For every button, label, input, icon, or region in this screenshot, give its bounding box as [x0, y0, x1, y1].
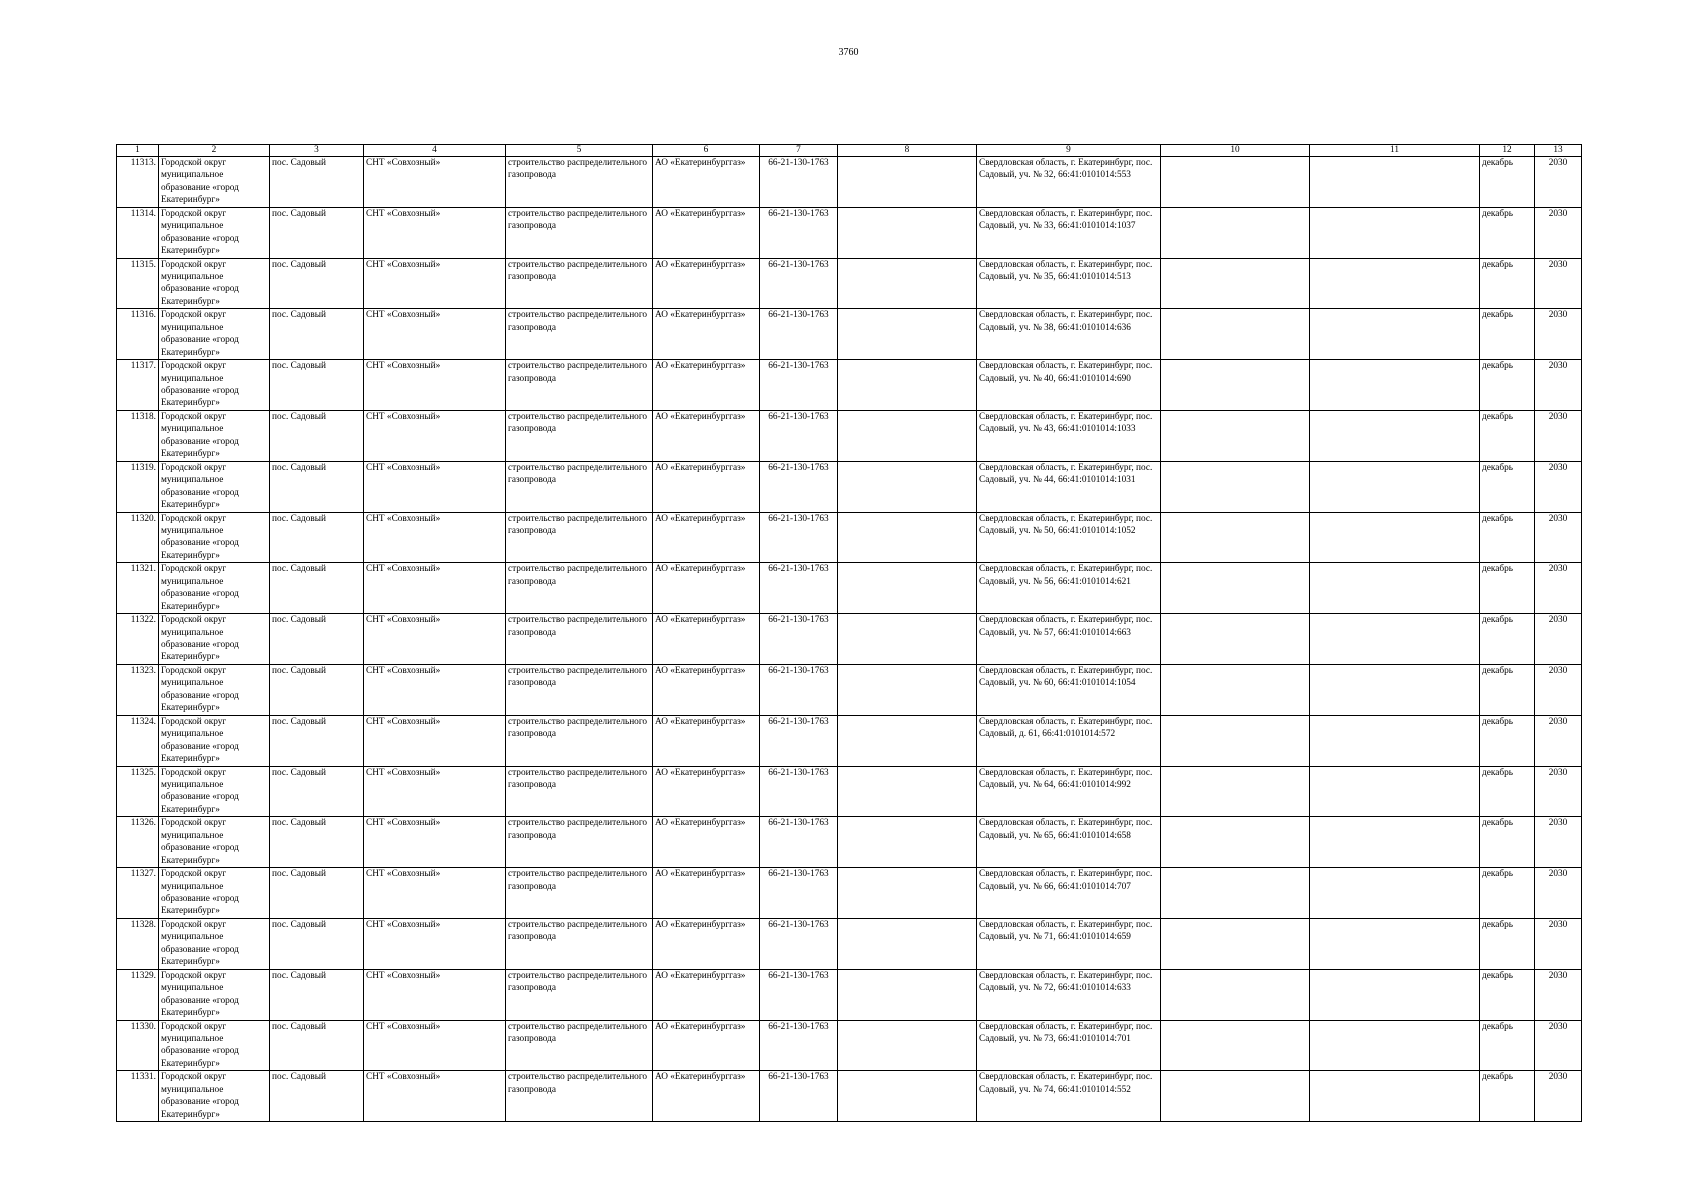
- address-cell: Свердловская область, г. Екатеринбург, пос. Садовый, уч. № 72, 66:41:0101014:633: [977, 969, 1161, 1020]
- table-row: [117, 410, 1582, 461]
- address-cell: Свердловская область, г. Екатеринбург, пос. Садовый, уч. № 74, 66:41:0101014:552: [977, 1071, 1161, 1122]
- year-cell: 2030: [1535, 1071, 1582, 1122]
- table-row: [117, 614, 1582, 665]
- object-cell: СНТ «Совхозный»: [364, 360, 506, 411]
- column-header-6: 6: [653, 145, 760, 157]
- column-8-cell: [838, 207, 977, 258]
- code-cell: 66-21-130-1763: [760, 207, 838, 258]
- municipality-cell: Городской округ муниципальное образование «город Екатеринбург»: [159, 715, 270, 766]
- address-cell: Свердловская область, г. Екатеринбург, пос. Садовый, уч. № 32, 66:41:0101014:553: [977, 157, 1161, 208]
- row-number-cell: 11330.: [117, 1020, 159, 1071]
- row-number-cell: 11331.: [117, 1071, 159, 1122]
- column-11-cell: [1310, 512, 1480, 563]
- code-cell: 66-21-130-1763: [760, 360, 838, 411]
- column-8-cell: [838, 817, 977, 868]
- object-cell: СНТ «Совхозный»: [364, 1020, 506, 1071]
- organization-cell: АО «Екатеринбурггаз»: [653, 1071, 760, 1122]
- column-10-cell: [1161, 258, 1310, 309]
- column-11-cell: [1310, 614, 1480, 665]
- table-row: [117, 309, 1582, 360]
- table-header: [117, 145, 1582, 157]
- column-8-cell: [838, 461, 977, 512]
- object-cell: СНТ «Совхозный»: [364, 309, 506, 360]
- column-11-cell: [1310, 563, 1480, 614]
- column-header-2: 2: [159, 145, 270, 157]
- month-cell: декабрь: [1480, 918, 1535, 969]
- column-11-cell: [1310, 1071, 1480, 1122]
- column-8-cell: [838, 157, 977, 208]
- organization-cell: АО «Екатеринбурггаз»: [653, 664, 760, 715]
- column-header-10: 10: [1161, 145, 1310, 157]
- year-cell: 2030: [1535, 614, 1582, 665]
- work-type-cell: строительство распределительного газопровода: [506, 664, 653, 715]
- code-cell: 66-21-130-1763: [760, 614, 838, 665]
- column-header-8: 8: [838, 145, 977, 157]
- column-header-4: 4: [364, 145, 506, 157]
- year-cell: 2030: [1535, 512, 1582, 563]
- column-11-cell: [1310, 258, 1480, 309]
- work-type-cell: строительство распределительного газопровода: [506, 1071, 653, 1122]
- organization-cell: АО «Екатеринбурггаз»: [653, 817, 760, 868]
- address-cell: Свердловская область, г. Екатеринбург, пос. Садовый, уч. № 73, 66:41:0101014:701: [977, 1020, 1161, 1071]
- municipality-cell: Городской округ муниципальное образование «город Екатеринбург»: [159, 614, 270, 665]
- settlement-cell: пос. Садовый: [270, 157, 364, 208]
- row-number-cell: 11323.: [117, 664, 159, 715]
- object-cell: СНТ «Совхозный»: [364, 1071, 506, 1122]
- page-number: 3760: [838, 47, 859, 58]
- organization-cell: АО «Екатеринбурггаз»: [653, 258, 760, 309]
- code-cell: 66-21-130-1763: [760, 157, 838, 208]
- month-cell: декабрь: [1480, 868, 1535, 919]
- work-type-cell: строительство распределительного газопровода: [506, 157, 653, 208]
- row-number-cell: 11319.: [117, 461, 159, 512]
- column-11-cell: [1310, 918, 1480, 969]
- row-number-cell: 11325.: [117, 766, 159, 817]
- address-cell: Свердловская область, г. Екатеринбург, пос. Садовый, уч. № 43, 66:41:0101014:1033: [977, 410, 1161, 461]
- month-cell: декабрь: [1480, 969, 1535, 1020]
- column-10-cell: [1161, 410, 1310, 461]
- month-cell: декабрь: [1480, 1071, 1535, 1122]
- object-cell: СНТ «Совхозный»: [364, 207, 506, 258]
- month-cell: декабрь: [1480, 410, 1535, 461]
- column-header-11: 11: [1310, 145, 1480, 157]
- month-cell: декабрь: [1480, 258, 1535, 309]
- column-10-cell: [1161, 614, 1310, 665]
- month-cell: декабрь: [1480, 461, 1535, 512]
- year-cell: 2030: [1535, 1020, 1582, 1071]
- column-header-7: 7: [760, 145, 838, 157]
- object-cell: СНТ «Совхозный»: [364, 766, 506, 817]
- work-type-cell: строительство распределительного газопровода: [506, 715, 653, 766]
- address-cell: Свердловская область, г. Екатеринбург, пос. Садовый, уч. № 44, 66:41:0101014:1031: [977, 461, 1161, 512]
- column-header-5: 5: [506, 145, 653, 157]
- settlement-cell: пос. Садовый: [270, 918, 364, 969]
- column-11-cell: [1310, 817, 1480, 868]
- table-row: [117, 715, 1582, 766]
- work-type-cell: строительство распределительного газопровода: [506, 258, 653, 309]
- address-cell: Свердловская область, г. Екатеринбург, пос. Садовый, уч. № 57, 66:41:0101014:663: [977, 614, 1161, 665]
- object-cell: СНТ «Совхозный»: [364, 614, 506, 665]
- month-cell: декабрь: [1480, 614, 1535, 665]
- column-header-3: 3: [270, 145, 364, 157]
- table-row: [117, 360, 1582, 411]
- table-row: [117, 1020, 1582, 1071]
- settlement-cell: пос. Садовый: [270, 868, 364, 919]
- column-10-cell: [1161, 868, 1310, 919]
- code-cell: 66-21-130-1763: [760, 1071, 838, 1122]
- settlement-cell: пос. Садовый: [270, 258, 364, 309]
- object-cell: СНТ «Совхозный»: [364, 715, 506, 766]
- row-number-cell: 11329.: [117, 969, 159, 1020]
- column-11-cell: [1310, 1020, 1480, 1071]
- year-cell: 2030: [1535, 715, 1582, 766]
- month-cell: декабрь: [1480, 157, 1535, 208]
- year-cell: 2030: [1535, 563, 1582, 614]
- month-cell: декабрь: [1480, 309, 1535, 360]
- work-type-cell: строительство распределительного газопровода: [506, 868, 653, 919]
- object-cell: СНТ «Совхозный»: [364, 461, 506, 512]
- settlement-cell: пос. Садовый: [270, 817, 364, 868]
- object-cell: СНТ «Совхозный»: [364, 918, 506, 969]
- code-cell: 66-21-130-1763: [760, 969, 838, 1020]
- column-header-13: 13: [1535, 145, 1582, 157]
- object-cell: СНТ «Совхозный»: [364, 868, 506, 919]
- row-number-cell: 11318.: [117, 410, 159, 461]
- column-8-cell: [838, 766, 977, 817]
- organization-cell: АО «Екатеринбурггаз»: [653, 563, 760, 614]
- organization-cell: АО «Екатеринбурггаз»: [653, 918, 760, 969]
- row-number-cell: 11316.: [117, 309, 159, 360]
- month-cell: декабрь: [1480, 766, 1535, 817]
- year-cell: 2030: [1535, 868, 1582, 919]
- work-type-cell: строительство распределительного газопровода: [506, 410, 653, 461]
- object-cell: СНТ «Совхозный»: [364, 563, 506, 614]
- organization-cell: АО «Екатеринбурггаз»: [653, 614, 760, 665]
- month-cell: декабрь: [1480, 1020, 1535, 1071]
- column-8-cell: [838, 360, 977, 411]
- address-cell: Свердловская область, г. Екатеринбург, пос. Садовый, уч. № 66, 66:41:0101014:707: [977, 868, 1161, 919]
- work-type-cell: строительство распределительного газопровода: [506, 461, 653, 512]
- column-8-cell: [838, 1020, 977, 1071]
- settlement-cell: пос. Садовый: [270, 309, 364, 360]
- work-type-cell: строительство распределительного газопровода: [506, 1020, 653, 1071]
- column-11-cell: [1310, 715, 1480, 766]
- column-10-cell: [1161, 664, 1310, 715]
- object-cell: СНТ «Совхозный»: [364, 969, 506, 1020]
- code-cell: 66-21-130-1763: [760, 461, 838, 512]
- table-row: [117, 258, 1582, 309]
- year-cell: 2030: [1535, 969, 1582, 1020]
- municipality-cell: Городской округ муниципальное образование «город Екатеринбург»: [159, 664, 270, 715]
- address-cell: Свердловская область, г. Екатеринбург, пос. Садовый, уч. № 71, 66:41:0101014:659: [977, 918, 1161, 969]
- column-10-cell: [1161, 512, 1310, 563]
- code-cell: 66-21-130-1763: [760, 817, 838, 868]
- settlement-cell: пос. Садовый: [270, 410, 364, 461]
- organization-cell: АО «Екатеринбурггаз»: [653, 766, 760, 817]
- code-cell: 66-21-130-1763: [760, 563, 838, 614]
- column-8-cell: [838, 309, 977, 360]
- code-cell: 66-21-130-1763: [760, 1020, 838, 1071]
- object-cell: СНТ «Совхозный»: [364, 258, 506, 309]
- settlement-cell: пос. Садовый: [270, 969, 364, 1020]
- column-10-cell: [1161, 1020, 1310, 1071]
- column-10-cell: [1161, 360, 1310, 411]
- table-row: [117, 918, 1582, 969]
- row-number-cell: 11317.: [117, 360, 159, 411]
- table-row: [117, 512, 1582, 563]
- organization-cell: АО «Екатеринбурггаз»: [653, 969, 760, 1020]
- column-8-cell: [838, 715, 977, 766]
- column-11-cell: [1310, 410, 1480, 461]
- address-cell: Свердловская область, г. Екатеринбург, пос. Садовый, д. 61, 66:41:0101014:572: [977, 715, 1161, 766]
- row-number-cell: 11315.: [117, 258, 159, 309]
- column-8-cell: [838, 918, 977, 969]
- code-cell: 66-21-130-1763: [760, 766, 838, 817]
- column-10-cell: [1161, 1071, 1310, 1122]
- row-number-cell: 11314.: [117, 207, 159, 258]
- municipality-cell: Городской округ муниципальное образование «город Екатеринбург»: [159, 969, 270, 1020]
- column-11-cell: [1310, 969, 1480, 1020]
- address-cell: Свердловская область, г. Екатеринбург, пос. Садовый, уч. № 38, 66:41:0101014:636: [977, 309, 1161, 360]
- settlement-cell: пос. Садовый: [270, 1020, 364, 1071]
- year-cell: 2030: [1535, 157, 1582, 208]
- column-10-cell: [1161, 207, 1310, 258]
- settlement-cell: пос. Садовый: [270, 664, 364, 715]
- row-number-cell: 11313.: [117, 157, 159, 208]
- year-cell: 2030: [1535, 258, 1582, 309]
- address-cell: Свердловская область, г. Екатеринбург, пос. Садовый, уч. № 56, 66:41:0101014:621: [977, 563, 1161, 614]
- settlement-cell: пос. Садовый: [270, 207, 364, 258]
- address-cell: Свердловская область, г. Екатеринбург, пос. Садовый, уч. № 65, 66:41:0101014:658: [977, 817, 1161, 868]
- organization-cell: АО «Екатеринбурггаз»: [653, 157, 760, 208]
- table-row: [117, 563, 1582, 614]
- municipality-cell: Городской округ муниципальное образование «город Екатеринбург»: [159, 766, 270, 817]
- year-cell: 2030: [1535, 817, 1582, 868]
- month-cell: декабрь: [1480, 512, 1535, 563]
- column-8-cell: [838, 868, 977, 919]
- code-cell: 66-21-130-1763: [760, 918, 838, 969]
- code-cell: 66-21-130-1763: [760, 410, 838, 461]
- table-row: [117, 461, 1582, 512]
- column-11-cell: [1310, 309, 1480, 360]
- municipality-cell: Городской округ муниципальное образование «город Екатеринбург»: [159, 207, 270, 258]
- column-11-cell: [1310, 766, 1480, 817]
- object-cell: СНТ «Совхозный»: [364, 157, 506, 208]
- municipality-cell: Городской округ муниципальное образование «город Екатеринбург»: [159, 360, 270, 411]
- settlement-cell: пос. Садовый: [270, 766, 364, 817]
- year-cell: 2030: [1535, 461, 1582, 512]
- table-row: [117, 969, 1582, 1020]
- column-11-cell: [1310, 360, 1480, 411]
- column-11-cell: [1310, 461, 1480, 512]
- municipality-cell: Городской округ муниципальное образование «город Екатеринбург»: [159, 1071, 270, 1122]
- table-row: [117, 207, 1582, 258]
- table-row: [117, 868, 1582, 919]
- address-cell: Свердловская область, г. Екатеринбург, пос. Садовый, уч. № 35, 66:41:0101014:513: [977, 258, 1161, 309]
- column-11-cell: [1310, 207, 1480, 258]
- municipality-cell: Городской округ муниципальное образование «город Екатеринбург»: [159, 309, 270, 360]
- organization-cell: АО «Екатеринбурггаз»: [653, 309, 760, 360]
- object-cell: СНТ «Совхозный»: [364, 512, 506, 563]
- year-cell: 2030: [1535, 766, 1582, 817]
- row-number-cell: 11321.: [117, 563, 159, 614]
- month-cell: декабрь: [1480, 207, 1535, 258]
- work-type-cell: строительство распределительного газопровода: [506, 969, 653, 1020]
- column-10-cell: [1161, 563, 1310, 614]
- year-cell: 2030: [1535, 918, 1582, 969]
- object-cell: СНТ «Совхозный»: [364, 410, 506, 461]
- column-8-cell: [838, 258, 977, 309]
- column-10-cell: [1161, 766, 1310, 817]
- column-11-cell: [1310, 868, 1480, 919]
- work-type-cell: строительство распределительного газопровода: [506, 817, 653, 868]
- organization-cell: АО «Екатеринбурггаз»: [653, 410, 760, 461]
- row-number-cell: 11320.: [117, 512, 159, 563]
- code-cell: 66-21-130-1763: [760, 309, 838, 360]
- address-cell: Свердловская область, г. Екатеринбург, пос. Садовый, уч. № 33, 66:41:0101014:1037: [977, 207, 1161, 258]
- month-cell: декабрь: [1480, 715, 1535, 766]
- organization-cell: АО «Екатеринбурггаз»: [653, 461, 760, 512]
- municipality-cell: Городской округ муниципальное образование «город Екатеринбург»: [159, 461, 270, 512]
- column-10-cell: [1161, 309, 1310, 360]
- organization-cell: АО «Екатеринбурггаз»: [653, 868, 760, 919]
- table-body: [117, 157, 1582, 1122]
- work-type-cell: строительство распределительного газопровода: [506, 766, 653, 817]
- column-8-cell: [838, 664, 977, 715]
- column-10-cell: [1161, 817, 1310, 868]
- table-row: [117, 766, 1582, 817]
- municipality-cell: Городской округ муниципальное образование «город Екатеринбург»: [159, 258, 270, 309]
- organization-cell: АО «Екатеринбурггаз»: [653, 715, 760, 766]
- month-cell: декабрь: [1480, 563, 1535, 614]
- column-header-12: 12: [1480, 145, 1535, 157]
- address-cell: Свердловская область, г. Екатеринбург, пос. Садовый, уч. № 40, 66:41:0101014:690: [977, 360, 1161, 411]
- column-8-cell: [838, 512, 977, 563]
- settlement-cell: пос. Садовый: [270, 715, 364, 766]
- municipality-cell: Городской округ муниципальное образование «город Екатеринбург»: [159, 512, 270, 563]
- column-10-cell: [1161, 157, 1310, 208]
- year-cell: 2030: [1535, 207, 1582, 258]
- month-cell: декабрь: [1480, 664, 1535, 715]
- column-10-cell: [1161, 461, 1310, 512]
- code-cell: 66-21-130-1763: [760, 715, 838, 766]
- municipality-cell: Городской округ муниципальное образование «город Екатеринбург»: [159, 868, 270, 919]
- settlement-cell: пос. Садовый: [270, 512, 364, 563]
- code-cell: 66-21-130-1763: [760, 664, 838, 715]
- work-type-cell: строительство распределительного газопровода: [506, 614, 653, 665]
- address-cell: Свердловская область, г. Екатеринбург, пос. Садовый, уч. № 50, 66:41:0101014:1052: [977, 512, 1161, 563]
- organization-cell: АО «Екатеринбурггаз»: [653, 512, 760, 563]
- table-row: [117, 817, 1582, 868]
- settlement-cell: пос. Садовый: [270, 1071, 364, 1122]
- work-type-cell: строительство распределительного газопровода: [506, 309, 653, 360]
- municipality-cell: Городской округ муниципальное образование «город Екатеринбург»: [159, 918, 270, 969]
- table-row: [117, 1071, 1582, 1122]
- table-row: [117, 157, 1582, 208]
- code-cell: 66-21-130-1763: [760, 512, 838, 563]
- object-cell: СНТ «Совхозный»: [364, 817, 506, 868]
- organization-cell: АО «Екатеринбурггаз»: [653, 360, 760, 411]
- municipality-cell: Городской округ муниципальное образование «город Екатеринбург»: [159, 563, 270, 614]
- municipality-cell: Городской округ муниципальное образование «город Екатеринбург»: [159, 1020, 270, 1071]
- address-cell: Свердловская область, г. Екатеринбург, пос. Садовый, уч. № 60, 66:41:0101014:1054: [977, 664, 1161, 715]
- column-8-cell: [838, 1071, 977, 1122]
- municipality-cell: Городской округ муниципальное образование «город Екатеринбург»: [159, 410, 270, 461]
- column-11-cell: [1310, 157, 1480, 208]
- work-type-cell: строительство распределительного газопровода: [506, 360, 653, 411]
- settlement-cell: пос. Садовый: [270, 614, 364, 665]
- column-8-cell: [838, 563, 977, 614]
- year-cell: 2030: [1535, 309, 1582, 360]
- work-type-cell: строительство распределительного газопровода: [506, 512, 653, 563]
- column-10-cell: [1161, 918, 1310, 969]
- column-8-cell: [838, 614, 977, 665]
- month-cell: декабрь: [1480, 360, 1535, 411]
- settlement-cell: пос. Садовый: [270, 563, 364, 614]
- table-row: [117, 664, 1582, 715]
- code-cell: 66-21-130-1763: [760, 868, 838, 919]
- row-number-cell: 11328.: [117, 918, 159, 969]
- year-cell: 2030: [1535, 360, 1582, 411]
- column-8-cell: [838, 969, 977, 1020]
- month-cell: декабрь: [1480, 817, 1535, 868]
- municipality-cell: Городской округ муниципальное образование «город Екатеринбург»: [159, 157, 270, 208]
- work-type-cell: строительство распределительного газопровода: [506, 207, 653, 258]
- row-number-cell: 11326.: [117, 817, 159, 868]
- work-type-cell: строительство распределительного газопровода: [506, 918, 653, 969]
- row-number-cell: 11324.: [117, 715, 159, 766]
- column-8-cell: [838, 410, 977, 461]
- organization-cell: АО «Екатеринбурггаз»: [653, 207, 760, 258]
- object-cell: СНТ «Совхозный»: [364, 664, 506, 715]
- column-header-9: 9: [977, 145, 1161, 157]
- settlement-cell: пос. Садовый: [270, 360, 364, 411]
- column-header-1: 1: [117, 145, 159, 157]
- year-cell: 2030: [1535, 410, 1582, 461]
- column-11-cell: [1310, 664, 1480, 715]
- address-cell: Свердловская область, г. Екатеринбург, пос. Садовый, уч. № 64, 66:41:0101014:992: [977, 766, 1161, 817]
- column-10-cell: [1161, 969, 1310, 1020]
- column-10-cell: [1161, 715, 1310, 766]
- settlement-cell: пос. Садовый: [270, 461, 364, 512]
- municipality-cell: Городской округ муниципальное образование «город Екатеринбург»: [159, 817, 270, 868]
- code-cell: 66-21-130-1763: [760, 258, 838, 309]
- work-type-cell: строительство распределительного газопровода: [506, 563, 653, 614]
- row-number-cell: 11322.: [117, 614, 159, 665]
- organization-cell: АО «Екатеринбурггаз»: [653, 1020, 760, 1071]
- header-row: [117, 145, 1582, 157]
- row-number-cell: 11327.: [117, 868, 159, 919]
- year-cell: 2030: [1535, 664, 1582, 715]
- registry-table: [116, 144, 1582, 1122]
